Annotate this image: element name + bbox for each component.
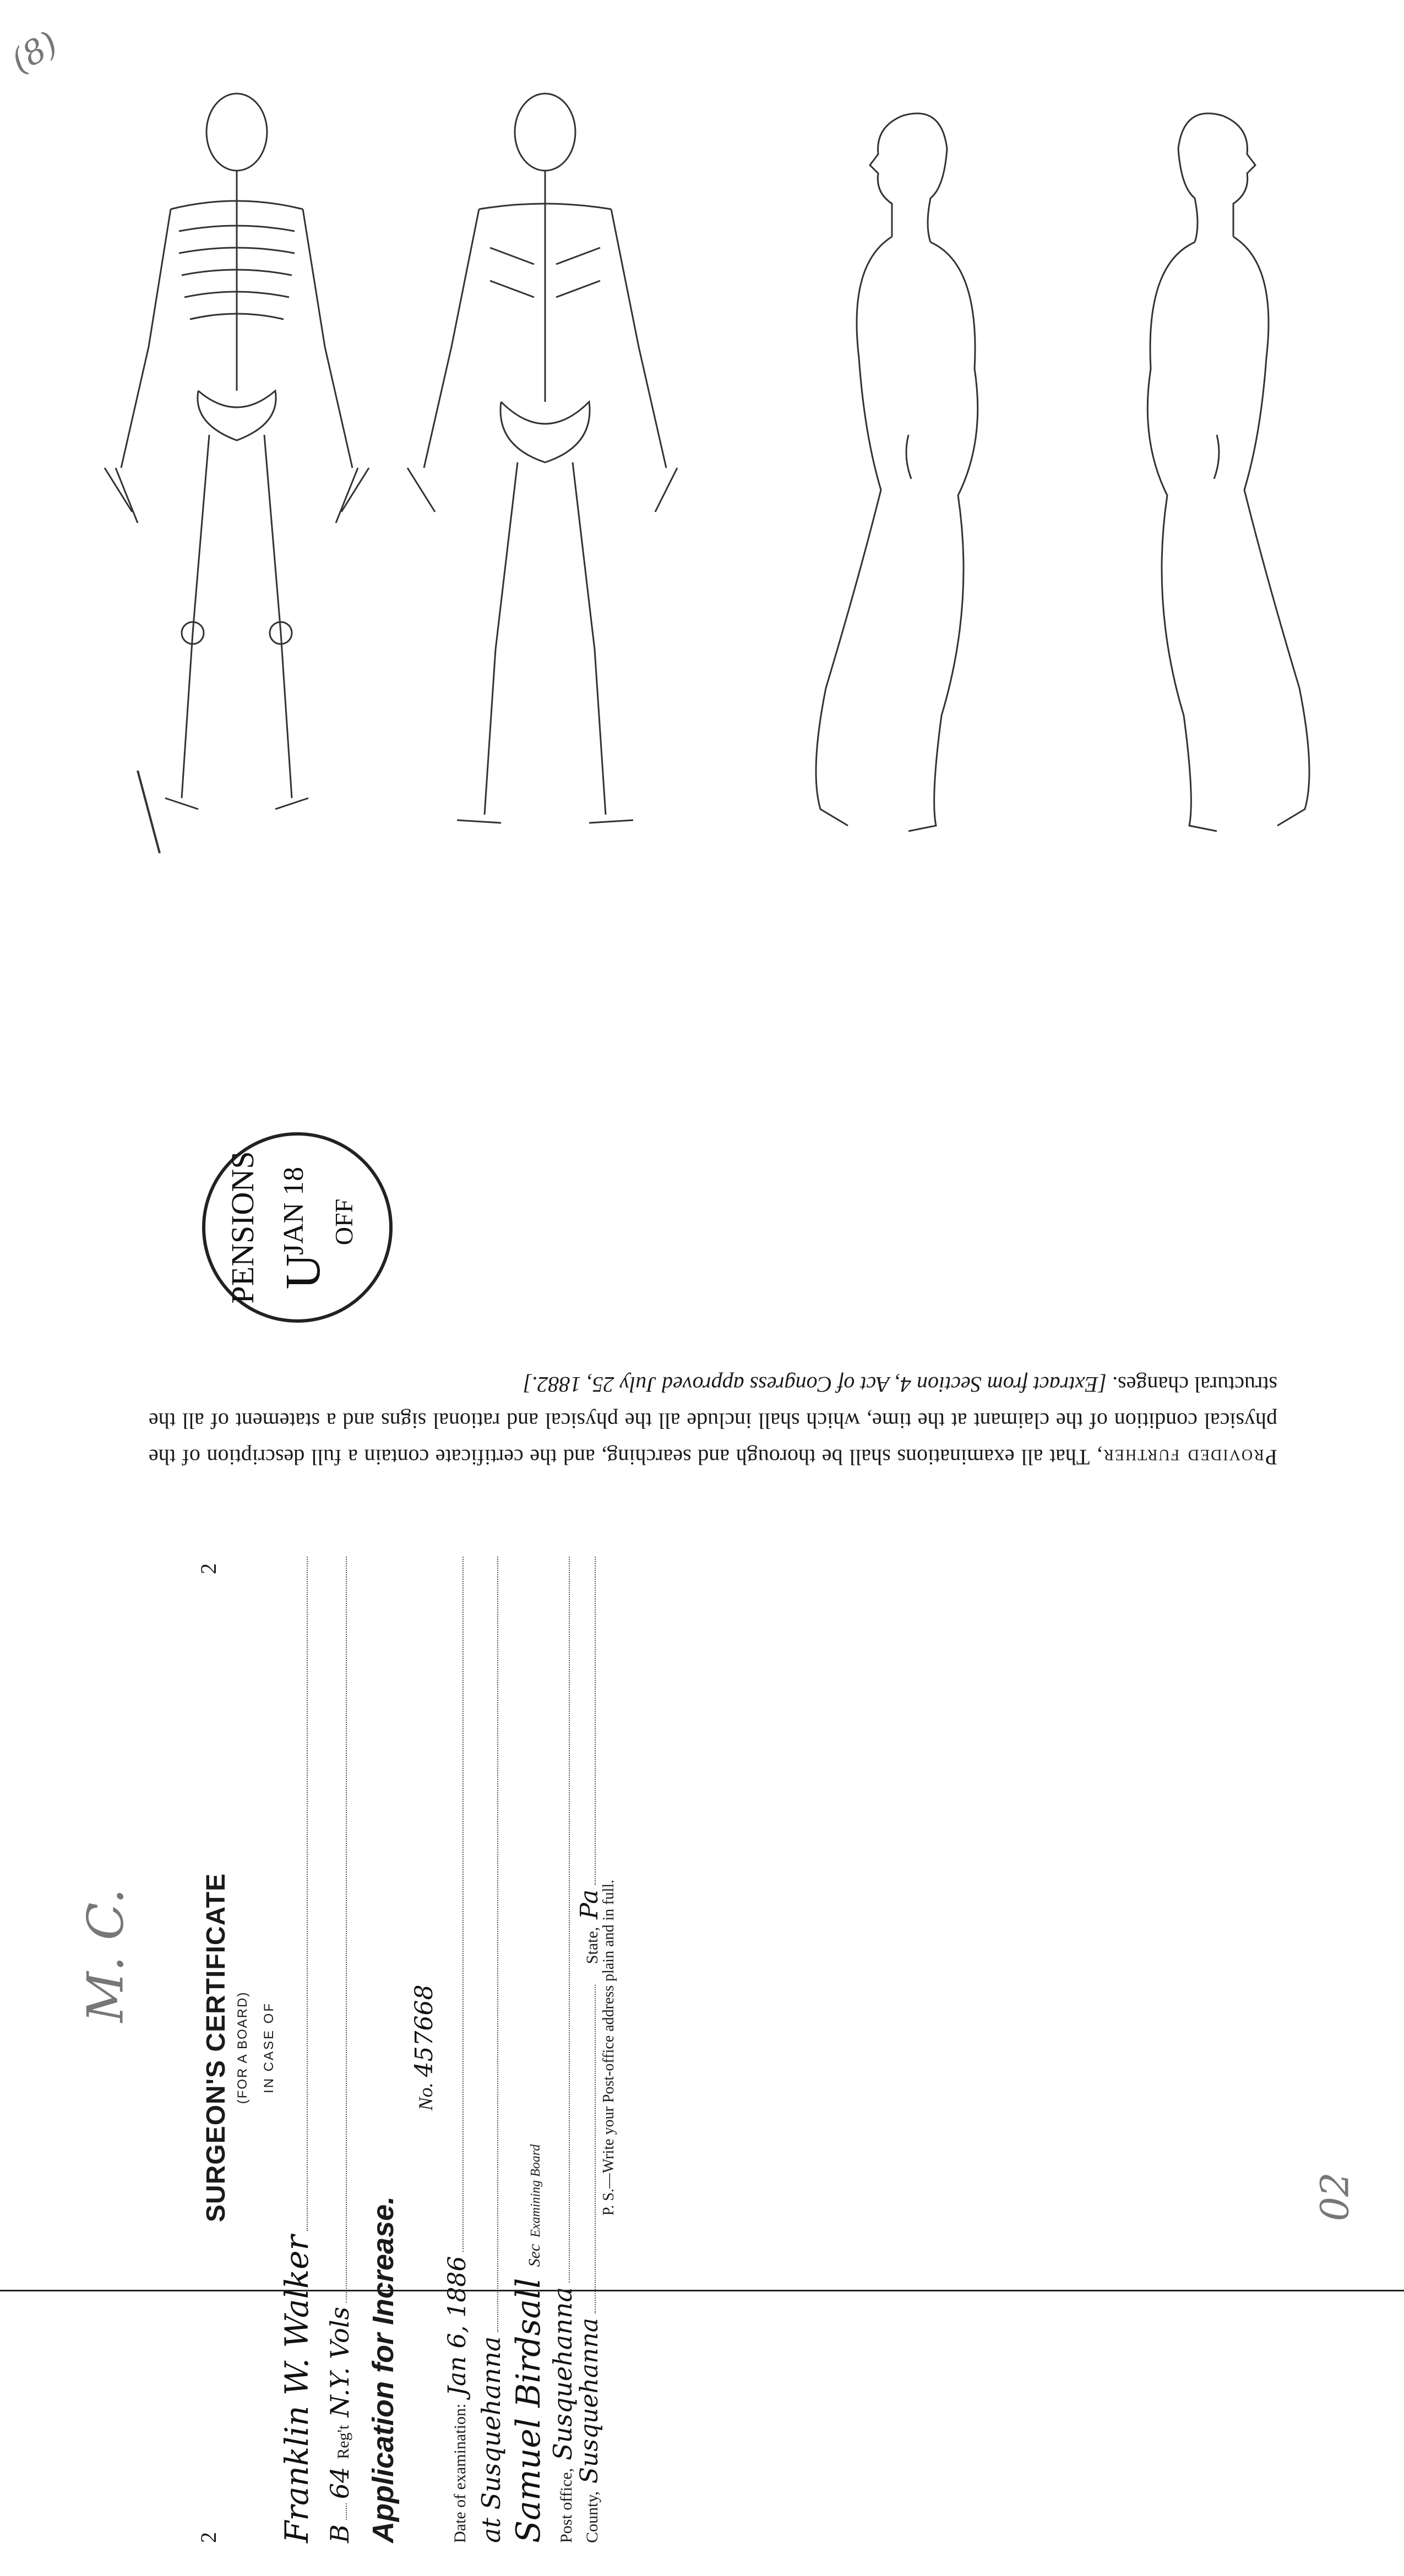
page-number: (8) <box>4 24 64 81</box>
margin-initials: M. C. <box>77 1888 135 2023</box>
provision-extract: [Extract from Section 4, Act of Congress approved July 25, 1882.] <box>523 1372 1113 1397</box>
number-label: No. <box>415 2082 437 2111</box>
claimant-line <box>307 1557 308 2231</box>
county-label: County, <box>583 2491 601 2543</box>
provision-paragraph <box>149 1310 1277 1475</box>
examiner-signature: Samuel Birdsall <box>509 2278 548 2543</box>
company-letter: B <box>325 2524 355 2543</box>
pension-office-stamp <box>193 1123 402 1332</box>
claimant-name: Franklin W. Walker <box>278 2235 315 2543</box>
post-office-label: Post office, <box>557 2468 575 2543</box>
examination-date: Jan 6, 1886 <box>443 2256 471 2396</box>
bottom-rule <box>0 2290 1404 2291</box>
body-profile-right-icon <box>1074 83 1360 881</box>
certificate-number-right: 2 <box>196 1563 221 1574</box>
body-profile-left-icon <box>765 83 1052 881</box>
stamp-initial: U <box>276 1253 330 1290</box>
surgeons-certificate-panel <box>195 1530 617 2576</box>
regiment-name: N.Y. Vols <box>325 2306 355 2417</box>
signature-role-prefix: Sec <box>525 2244 543 2267</box>
stamp-office: OFF <box>330 1198 358 1246</box>
certificate-subtitle: (FOR A BOARD) <box>235 1991 250 2104</box>
in-case-of-label: IN CASE OF <box>262 2001 276 2094</box>
stamp-date: JAN 18 <box>278 1166 309 1256</box>
certificate-number-left: 2 <box>196 2532 221 2543</box>
certificate-title: SURGEON'S CERTIFICATE <box>202 1873 231 2223</box>
signature-role: Examining Board <box>529 2144 543 2237</box>
state-label: State, <box>583 1926 601 1964</box>
provision-text: That all examinations shall be thorough and searching, and the certificate contain a full description of the physical condition of the claimant at the time, which shall include all the physical and rational signs and a statement of all the structural changes. <box>149 1372 1277 1470</box>
stamp-title: PENSIONS <box>225 1151 260 1304</box>
anatomical-figures <box>83 83 1376 881</box>
skeleton-back-icon <box>391 83 699 881</box>
examination-date-label: Date of examination: <box>451 2403 469 2543</box>
post-office-value: Susquehanna <box>548 2287 578 2460</box>
provision-lead: Provided further, <box>1096 1445 1277 1470</box>
postscript-note: P. S.—Write your Post-office address plain and in full. <box>600 1879 617 2216</box>
company-number: 64 <box>325 2466 355 2499</box>
case-number: 457668 <box>410 1984 438 2077</box>
application-heading: Application for Increase. <box>367 2196 400 2543</box>
county-value: Susquehanna <box>575 2318 603 2484</box>
skeleton-front-icon <box>83 83 391 881</box>
state-value: Pa <box>575 1889 603 1919</box>
margin-note-bottom: 02 <box>1312 2172 1358 2222</box>
examination-place: at Susquehanna <box>476 2336 506 2543</box>
regt-label: Reg't <box>334 2425 352 2459</box>
